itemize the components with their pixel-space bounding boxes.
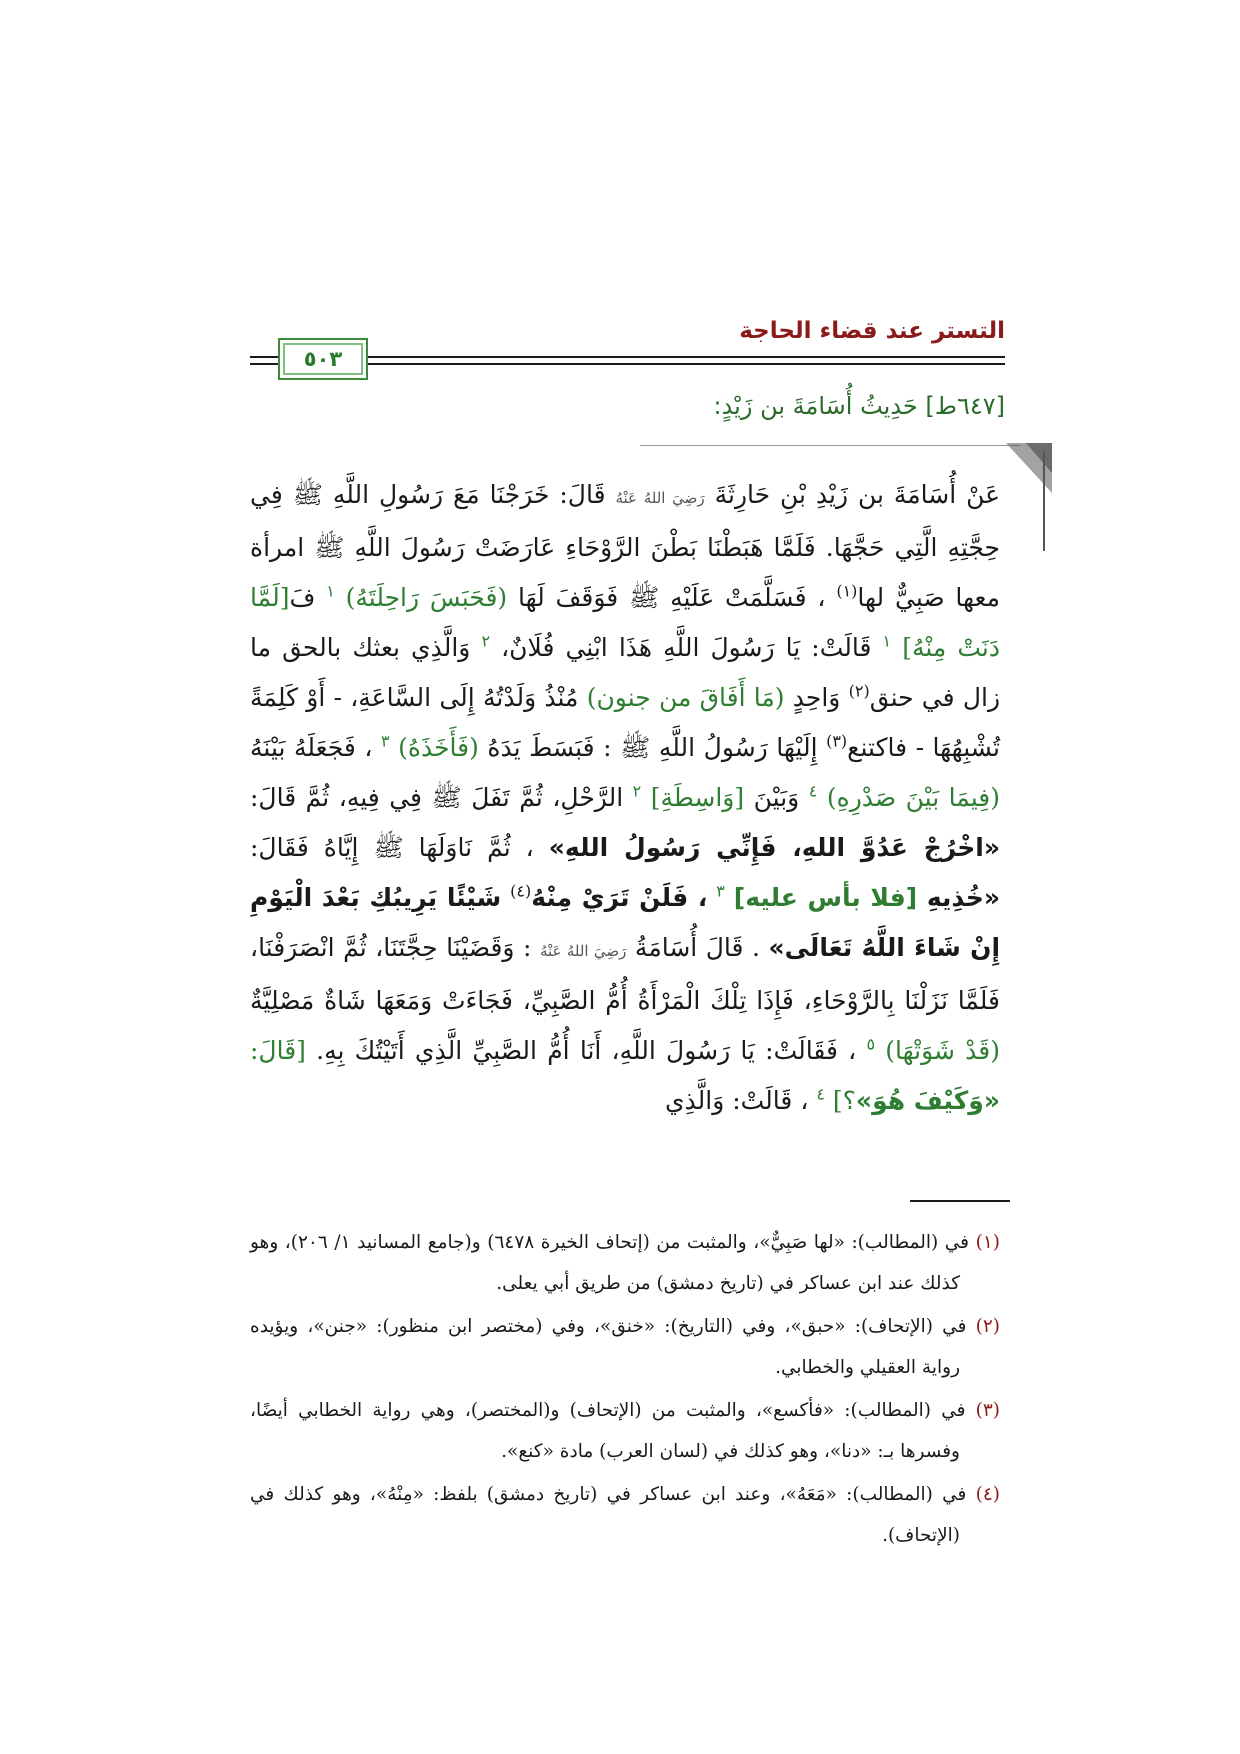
footnote — [250, 1390, 1000, 1472]
salla-honorific: ﷺ — [292, 480, 323, 509]
footnote-ref: (٤) — [510, 881, 532, 901]
text-segment: عَنْ أُسَامَةَ بن زَيْدِ بْنِ حَارِثَةَ — [714, 480, 1001, 509]
text-segment: مُنْذُ وَلَدْتُهُ إِلَى السَّاعَةِ، - أَوْ كَلِمَةً تُشْبِهُهَا - فاكتنع — [250, 683, 1001, 762]
footnote-text: في (المطالب): «مَعَهُ»، وعند ابن عساكر في (تاريخ دمشق) بلفظ: «مِنْهُ»، وهو كذلك في (الإتحاف). — [250, 1484, 967, 1546]
text-segment: امرأة معها صَبِيٌّ لها — [250, 533, 1001, 612]
text-segment: فِي فِيهِ، ثُمَّ قَالَ: — [250, 783, 422, 812]
prophet-speech: «وَكَيْفَ هُوَ» — [855, 1086, 1000, 1115]
hadith-title: [٦٤٧ط] حَدِيثُ أُسَامَةَ بن زَيْدٍ: — [713, 392, 1005, 420]
variant-text: (مَا أَفَاقَ من جنون) — [586, 683, 785, 712]
footnote-ref: (٢) — [848, 681, 870, 701]
text-segment: فَ — [289, 583, 316, 612]
hadith-text — [250, 470, 1000, 1126]
text-segment: ، قَالَتْ: وَالَّذِي — [664, 1086, 809, 1115]
footnote-number: (٤) — [975, 1484, 1000, 1505]
text-segment: ، فَسَلَّمَتْ عَلَيْهِ — [659, 583, 826, 612]
text-segment: قَالَتْ: يَا رَسُولَ اللَّهِ هَذَا ابْنِي فُلَانٌ، — [490, 633, 872, 662]
salla-honorific: ﷺ — [431, 783, 462, 812]
footnote-separator — [910, 1200, 1010, 1202]
footnote-number: (١) — [975, 1232, 1000, 1253]
variant-text: [وَاسِطَةِ] — [650, 783, 745, 812]
text-segment: الرَّحْلِ، ثُمَّ تَفَلَ — [461, 783, 624, 812]
hadith-paragraph — [250, 470, 1000, 1126]
footnote-text: في (المطالب): «لها صَبِيٌّ»، والمثبت من (إتحاف الخيرة ٦٤٧٨) و(جامع المسانيد ١/ ٢٠٦)، وهو كذلك عند ابن عساكر في (تاريخ دمشق) من طريق أبي يعلى. — [250, 1232, 970, 1294]
salla-honorific: ﷺ — [314, 533, 345, 562]
text-segment: إِيَّاهُ فَقَالَ: — [250, 833, 359, 862]
variant-ref: ٣ — [716, 881, 725, 901]
prophet-speech: شَيْئًا يَرِيبُكِ بَعْدَ الْيَوْمِ إِنْ شَاءَ اللَّهُ تَعَالَى» — [250, 883, 1001, 962]
variant-ref: ٢ — [481, 631, 491, 651]
text-segment: : وَقَضَيْنَا حِجَّتَنَا، ثُمَّ انْصَرَفْنَا، فَلَمَّا نَزَلْنَا بِالرَّوْحَاءِ، فَإِذَا تِلْكَ الْمَرْأَةُ أُمُّ الصَّبِيِّ، فَجَاءَتْ وَمَعَهَا شَاةٌ مَصْلِيَّةٌ — [250, 933, 1000, 1015]
text-segment: إِلَيْهَا رَسُولُ اللَّهِ — [650, 733, 818, 762]
variant-text: (فِيمَا بَيْنَ صَدْرِهِ) — [826, 783, 1000, 812]
prophet-speech: «خُذِيهِ — [917, 883, 1000, 912]
footnote — [250, 1222, 1000, 1304]
variant-text: [قَالَ: — [250, 1036, 306, 1065]
text-segment: وَبَيْنَ — [744, 783, 800, 812]
variant-text: [فلا بأس عليه] — [733, 883, 918, 912]
variant-ref: ٤ — [808, 781, 818, 801]
text-segment: . قَالَ أُسَامَةُ — [626, 933, 760, 962]
variant-text: (قَدْ شَوَتْهَا) — [885, 1036, 1001, 1065]
text-segment: وَالَّذِي بعثك بالحق ما زال في حنق — [250, 633, 1001, 712]
footnote — [250, 1306, 1000, 1388]
footnote-text: في (المطالب): «فأكسع»، والمثبت من (الإتحاف) و(المختصر)، وهي رواية الخطابي أيضًا، وفسرها بـ: «دنا»، وهو كذلك في (لسان العرب) مادة «كنع». — [250, 1400, 966, 1462]
text-segment: : فَبَسَطَ يَدَهُ — [478, 733, 612, 762]
variant-ref: ٣ — [380, 731, 390, 751]
text-segment: قَالَ: خَرَجْنَا مَعَ رَسُولِ اللَّهِ — [322, 480, 606, 509]
variant-ref: ٤ — [816, 1084, 825, 1104]
text-box-top-rule — [640, 445, 1020, 446]
footnotes — [250, 1222, 1000, 1558]
text-segment: وَاحِدٍ — [784, 683, 841, 712]
footnote-ref: (١) — [836, 581, 858, 601]
text-segment: فِي حِجَّتِهِ الَّتِي حَجَّهَا. فَلَمَّا هَبَطْنَا بَطْنَ الرَّوْحَاءِ عَارَضَتْ رَسُولَ اللَّهِ — [250, 480, 1000, 562]
variant-text: [لَمَّا دَنَتْ مِنْهُ] — [250, 583, 1000, 662]
radiy-honorific: رَضِيَ اللهُ عَنْهُ — [539, 942, 627, 960]
text-segment: ، ثُمَّ نَاوَلَهَا — [403, 833, 534, 862]
footnote-number: (٢) — [975, 1316, 1000, 1337]
corner-ornament-icon — [1006, 443, 1052, 553]
salla-honorific: ﷺ — [373, 833, 404, 862]
salla-honorific: ﷺ — [629, 583, 660, 612]
variant-text: ؟] — [832, 1086, 856, 1115]
variant-ref: ٥ — [866, 1034, 876, 1054]
variant-ref: ٢ — [632, 781, 642, 801]
salla-honorific: ﷺ — [620, 733, 651, 762]
prophet-speech: «اخْرُجْ عَدُوَّ اللهِ، فَإِنِّي رَسُولُ اللهِ» — [548, 833, 1001, 862]
text-segment: ، فَجَعَلَهُ بَيْنَهُ — [250, 733, 373, 762]
prophet-speech: ، فَلَنْ تَرَيْ مِنْهُ — [531, 883, 708, 912]
variant-ref: ١ — [882, 631, 892, 651]
footnote-text: في (الإتحاف): «حبق»، وفي (التاريخ): «خنق»، وفي (مختصر ابن منظور): «جنن»، ويؤيده رواية العقيلي والخطابي. — [250, 1316, 967, 1378]
chapter-title: التستر عند قضاء الحاجة — [739, 318, 1005, 344]
text-segment: فَوَقَفَ لَهَا — [507, 583, 619, 612]
variant-text: (فَأَخَذَهُ) — [398, 733, 479, 762]
footnote — [250, 1474, 1000, 1556]
page-header — [250, 318, 1005, 370]
footnote-number: (٣) — [975, 1400, 1000, 1421]
text-segment: ، فَقَالَتْ: يَا رَسُولَ اللَّهِ، أَنَا أُمُّ الصَّبِيِّ الَّذِي أَتَيْتُكَ بِهِ. — [305, 1036, 857, 1065]
radiy-honorific: رَضِيَ اللهُ عَنْهُ — [615, 489, 705, 507]
page-number: ٥٠٣ — [278, 338, 368, 380]
variant-ref: ١ — [326, 581, 335, 601]
footnote-ref: (٣) — [826, 731, 848, 751]
variant-text: (فَحَبَسَ رَاحِلَتَهُ) — [345, 583, 508, 612]
